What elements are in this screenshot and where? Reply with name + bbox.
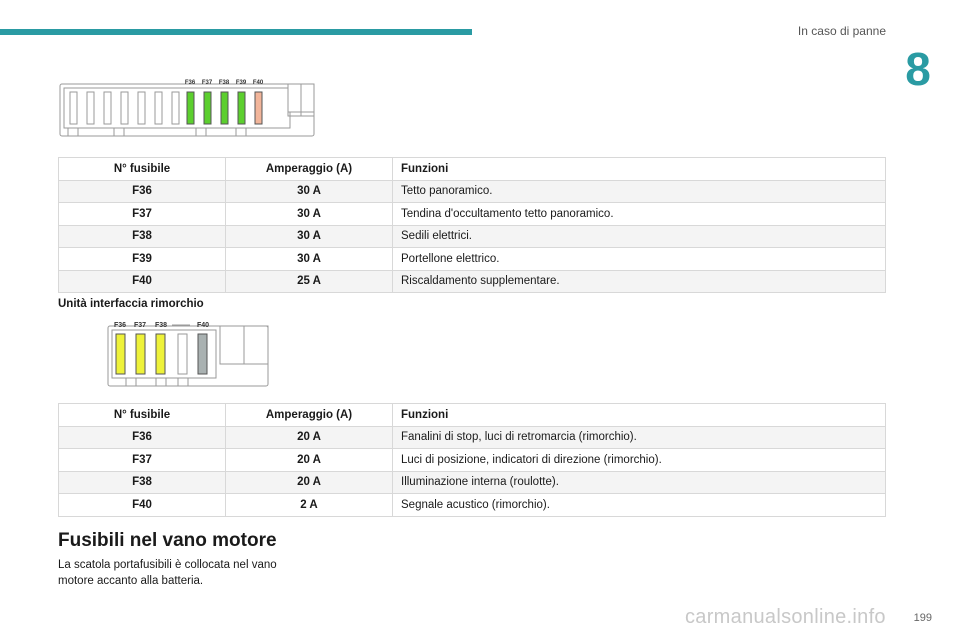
- diagram2-label: F37: [133, 322, 147, 329]
- watermark: carmanualsonline.info: [685, 606, 886, 628]
- fuse-table-2: [58, 403, 886, 517]
- section-title: In caso di panne: [797, 24, 886, 38]
- table-header-row: [59, 158, 886, 181]
- table-row: F40 25 A Riscaldamento supplementare.: [59, 270, 886, 293]
- col-header-fuse: N° fusibile: [59, 158, 226, 181]
- table-header-row: [59, 404, 886, 427]
- table-row: F38 30 A Sedili elettrici.: [59, 225, 886, 248]
- page-number: 199: [913, 612, 932, 624]
- engine-fuses-heading: Fusibili nel vano motore: [58, 530, 277, 551]
- fuse-f37-mark: [136, 334, 145, 374]
- fuse-f40-mark: [198, 334, 207, 374]
- table-row: F39 30 A Portellone elettrico.: [59, 248, 886, 271]
- table-row: F37 20 A Luci di posizione, indicatori di direzione (rimorchio).: [59, 449, 886, 472]
- diagram1-label: F37: [201, 80, 213, 86]
- table-row: F36 30 A Tetto panoramico.: [59, 180, 886, 203]
- diagram2-label: F40: [196, 322, 210, 329]
- diagram1-label: F40: [252, 80, 264, 86]
- fuse-f38-mark: [156, 334, 165, 374]
- fuse-f36-mark: [187, 92, 194, 124]
- col-header-amperage: Amperaggio (A): [226, 158, 393, 181]
- subheading-trailer-unit: Unità interfaccia rimorchio: [58, 298, 204, 310]
- fuse-table-1: [58, 157, 886, 293]
- table-row: F38 20 A Illuminazione interna (roulotte).: [59, 471, 886, 494]
- fuse-f40-mark: [255, 92, 262, 124]
- diagram1-label: F36: [184, 80, 196, 86]
- diagram2-label: F38: [154, 322, 168, 329]
- table-row: F40 2 A Segnale acustico (rimorchio).: [59, 494, 886, 517]
- col-header-functions: Funzioni: [393, 158, 886, 181]
- fuse-f39-mark: [238, 92, 245, 124]
- fuse-box-diagram-1: [58, 74, 320, 144]
- fuse-f38-mark: [221, 92, 228, 124]
- col-header-functions: Funzioni: [393, 404, 886, 427]
- table-row: F36 20 A Fanalini di stop, luci di retromarcia (rimorchio).: [59, 426, 886, 449]
- diagram2-label: F36: [113, 322, 127, 329]
- table-row: F37 30 A Tendina d'occultamento tetto panoramico.: [59, 203, 886, 226]
- chapter-number: 8: [905, 43, 931, 95]
- col-header-amperage: Amperaggio (A): [226, 404, 393, 427]
- fuse-f36-mark: [116, 334, 125, 374]
- engine-fuses-text: La scatola portafusibili è collocata nel vano motore accanto alla batteria.: [58, 559, 277, 587]
- fuse-box-diagram-2: [106, 316, 274, 394]
- header-accent-bar: [0, 29, 472, 35]
- diagram1-label: F39: [235, 80, 247, 86]
- fuse-f37-mark: [204, 92, 211, 124]
- diagram1-label: F38: [218, 80, 230, 86]
- col-header-fuse: N° fusibile: [59, 404, 226, 427]
